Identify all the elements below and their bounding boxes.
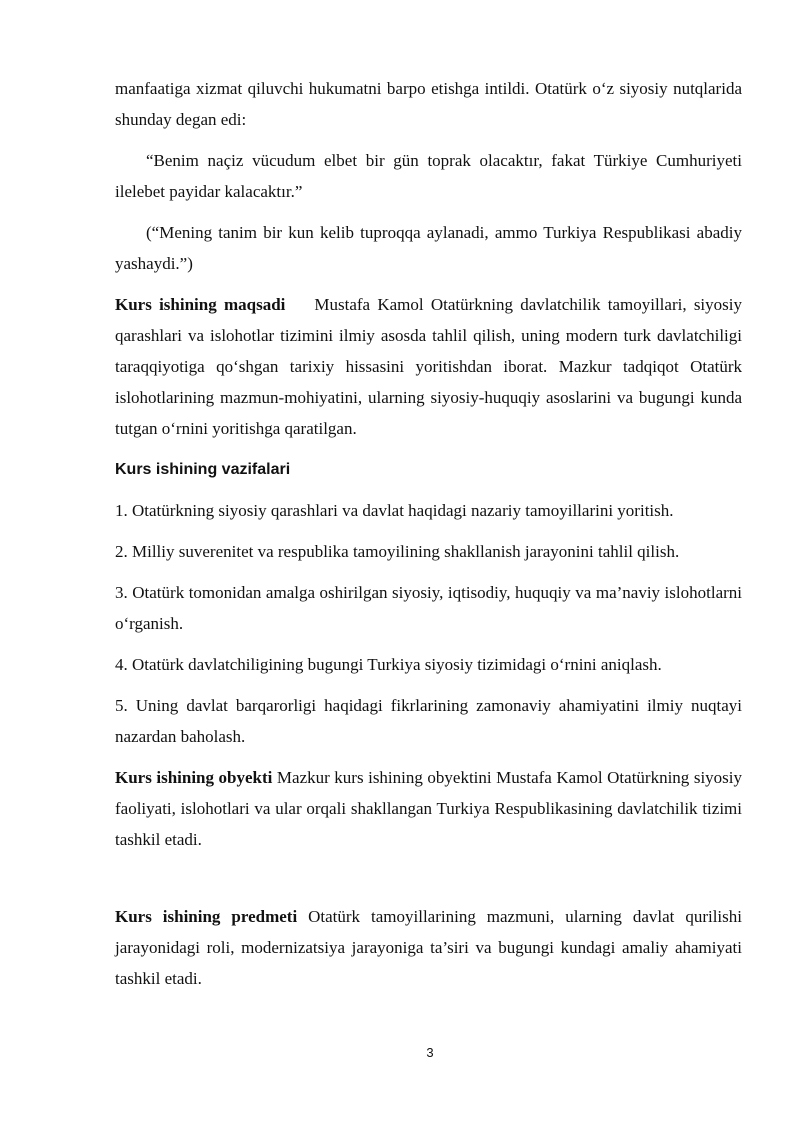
predmet-text: Otatürk tamoyillarining mazmuni, ularning davlat qurilishi jarayonidagi roli, modernizatsiya jarayoniga ta’siri va bugungi kundagi amaliy ahamiyati tashkil etadi.	[115, 907, 742, 988]
quote-uzbek: (“Mening tanim bir kun kelib tuproqqa aylanadi, ammo Turkiya Respublikasi abadiy yashaydi.”)	[115, 223, 742, 273]
section-obyekt	[115, 762, 742, 855]
obyekt-label: Kurs ishining obyekti	[115, 768, 273, 787]
document-page	[115, 73, 742, 994]
section-maqsad	[115, 289, 742, 444]
vazifa-item-4: 4. Otatürk davlatchiligining bugungi Turkiya siyosiy tizimidagi o‘rnini aniqlash.	[115, 655, 662, 674]
page-number: 3	[426, 1045, 434, 1060]
vazifa-item-5: 5. Uning davlat barqarorligi haqidagi fikrlarining zamonaviy ahamiyatini ilmiy nuqtayi nazardan baholash.	[115, 696, 742, 746]
maqsad-label: Kurs ishining maqsadi	[115, 295, 286, 314]
quote-turkish: “Benim naçiz vücudum elbet bir gün toprak olacaktır, fakat Türkiye Cumhuriyeti ilelebet payidar kalacaktır.”	[115, 151, 742, 201]
vazifalar-heading: Kurs ishining vazifalari	[115, 461, 291, 478]
maqsad-text: Mustafa Kamol Otatürkning davlatchilik tamoyillari, siyosiy qarashlari va islohotlar tizimini ilmiy asosda tahlil qilish, uning modern turk davlatchiligi taraqqiyotiga qo‘shgan tarixiy hissasini yoritishdan iborat. Mazkur tadqiqot Otatürk islohotlarining mazmun-mohiyatini, ularning siyosiy-huquqiy asoslarini va bugungi kunda tutgan o‘rnini yoritishga qaratilgan.	[115, 295, 742, 438]
predmet-label: Kurs ishining predmeti	[115, 907, 298, 926]
vazifa-item-3: 3. Otatürk tomonidan amalga oshirilgan siyosiy, iqtisodiy, huquqiy va ma’naviy islohotlarni o‘rganish.	[115, 583, 742, 633]
section-predmet	[115, 901, 742, 994]
obyekt-text: Mazkur kurs ishining obyektini Mustafa Kamol Otatürkning siyosiy faoliyati, islohotlari va ular orqali shakllangan Turkiya Respublikasining davlatchilik tizimi tashkil etadi.	[115, 768, 743, 849]
vazifa-item-2: 2. Milliy suverenitet va respublika tamoyilining shakllanish jarayonini tahlil qilish.	[115, 542, 680, 561]
vazifa-item-1: 1. Otatürkning siyosiy qarashlari va davlat haqidagi nazariy tamoyillarini yoritish.	[115, 501, 674, 520]
paragraph-intro: manfaatiga xizmat qiluvchi hukumatni barpo etishga intildi. Otatürk o‘z siyosiy nutqlarida shunday degan edi:	[115, 79, 742, 129]
